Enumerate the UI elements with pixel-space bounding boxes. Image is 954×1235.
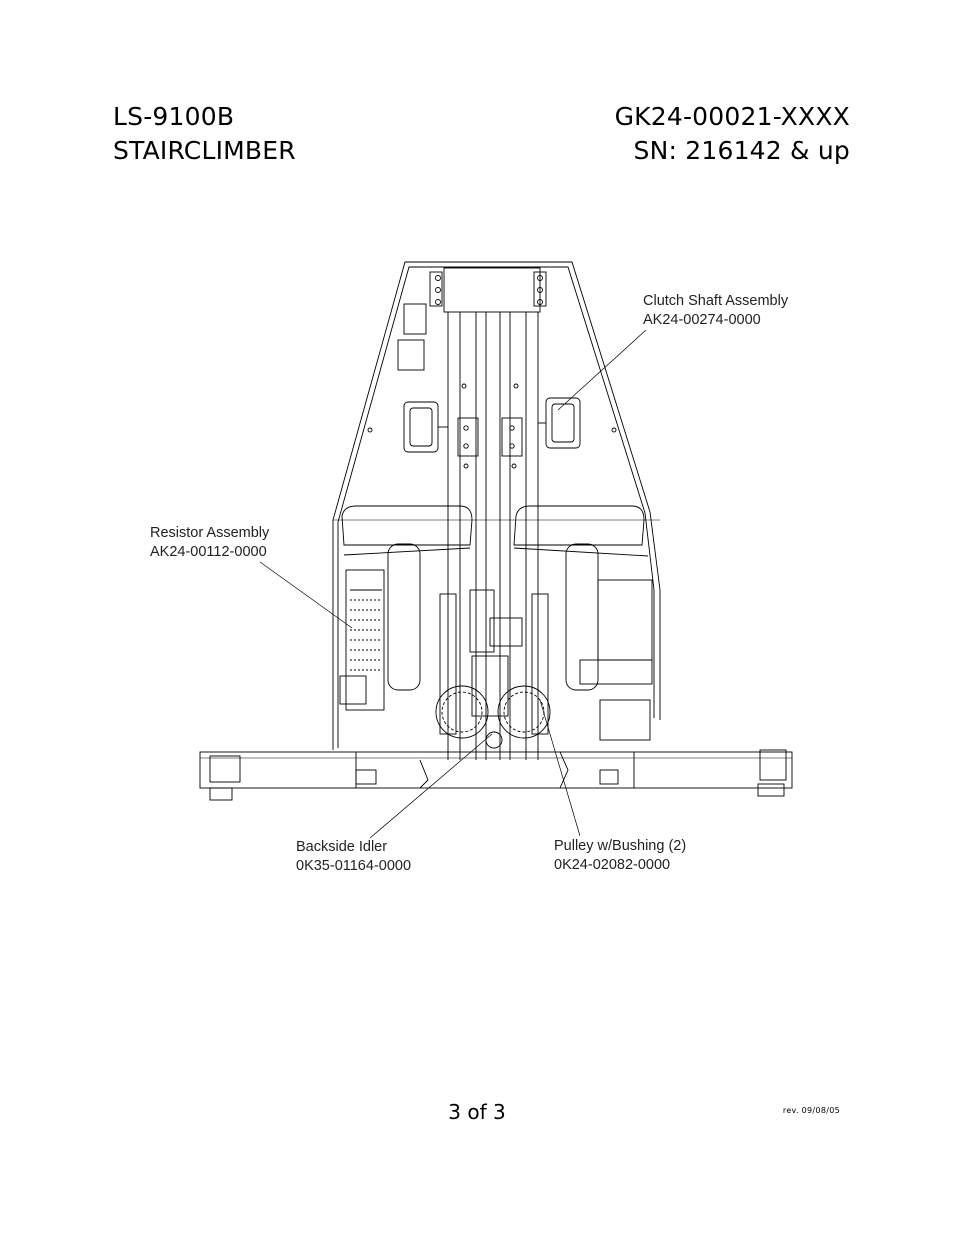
- resistor-name: Resistor Assembly: [150, 525, 270, 541]
- clutch-name: Clutch Shaft Assembly: [643, 293, 789, 309]
- pulleys: [436, 686, 550, 748]
- callout-pulley: [554, 837, 686, 875]
- vertical-rails: [448, 312, 538, 760]
- idler-name: Backside Idler: [296, 839, 388, 855]
- resistor-assembly: [340, 570, 384, 710]
- pedal-arms: [388, 544, 598, 690]
- right-side-blocks: [580, 580, 652, 740]
- pulley-name: Pulley w/Bushing (2): [554, 838, 687, 854]
- pulley-part: 0K24-02082-0000: [554, 857, 671, 873]
- page-number: 3 of 3: [448, 1100, 506, 1124]
- serial-range: SN: 216142 & up: [633, 136, 850, 165]
- left-side-blocks: [368, 304, 616, 432]
- resistor-part: AK24-00112-0000: [150, 544, 267, 560]
- top-block: [430, 268, 546, 312]
- base-frame: [200, 750, 792, 800]
- product-name: STAIRCLIMBER: [113, 136, 296, 165]
- model-number: LS-9100B: [113, 102, 235, 131]
- leader-lines: [260, 330, 646, 838]
- leader-pulley: [540, 700, 580, 836]
- leader-idler: [370, 734, 492, 838]
- idler-part: 0K35-01164-0000: [296, 858, 412, 874]
- leader-clutch: [558, 330, 646, 410]
- callout-clutch-shaft: [643, 292, 788, 330]
- revision-date: rev. 09/08/05: [782, 1106, 840, 1115]
- center-housing: [440, 590, 548, 734]
- clutch-gears: [404, 398, 580, 452]
- callout-resistor: [150, 524, 269, 562]
- clutch-part: AK24-00274-0000: [643, 312, 761, 328]
- part-number: GK24-00021-XXXX: [614, 102, 850, 131]
- callout-backside-idler: [296, 838, 411, 876]
- pedals: [342, 506, 648, 556]
